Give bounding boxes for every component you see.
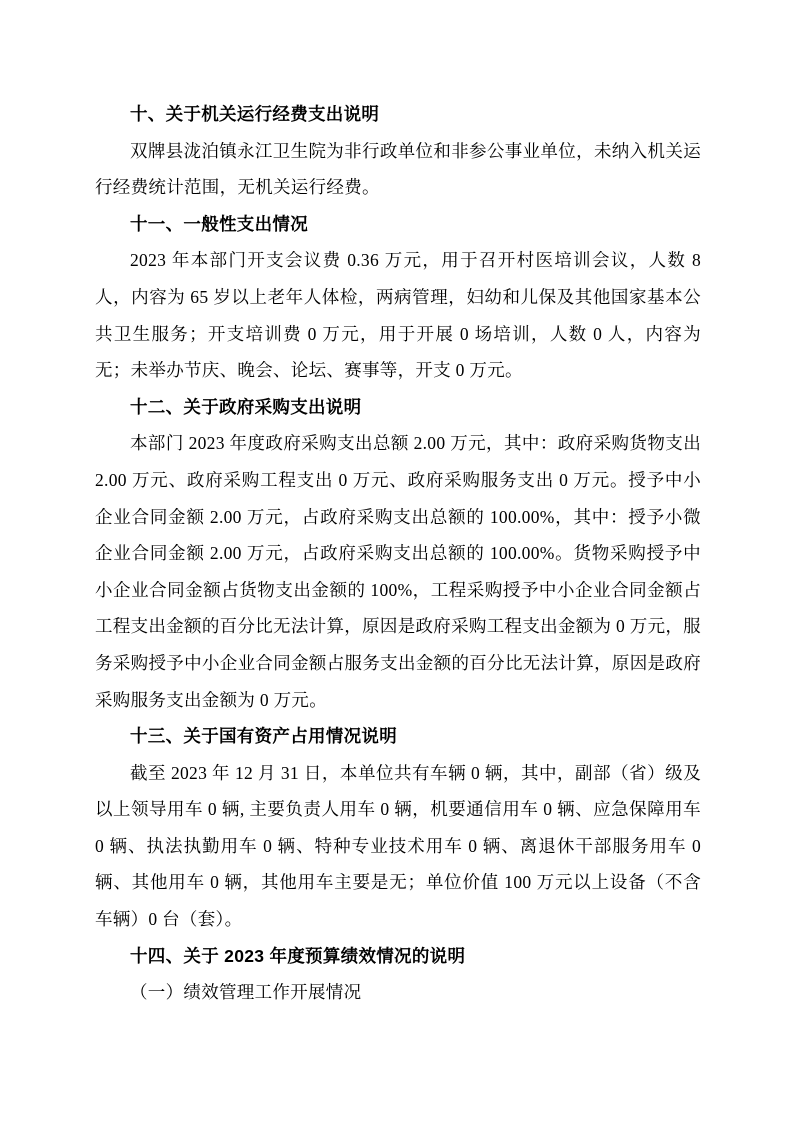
section-heading-14: 十四、关于 2023 年度预算绩效情况的说明 bbox=[130, 945, 466, 966]
section-heading-12: 十二、关于政府采购支出说明 bbox=[130, 396, 362, 417]
section-paragraph-12: 本部门 2023 年度政府采购支出总额 2.00 万元，其中：政府采购货物支出 2.00 万元、政府采购工程支出 0 万元、政府采购服务支出 0 万元。授予中小企业合同金额 2.00 万元，占政府采购支出总额的 100.00%，其中：授予小微企业合同金额 2.00 万元，占政府采购支出总额的 100.00%。货物采购授予中小企业合同金额占货物支出金额的 100%，工程采购授予中小企业合同金额占工程支出金额的百分比无法计算，原因是政府采购工程支出金额为 0 万元，服务采购授予中小企业合同金额占服务支出金额的百分比无法计算，原因是政府采购服务支出金额为 0 万元。 bbox=[95, 433, 701, 710]
section-subheading-14-1: （一）绩效管理工作开展情况 bbox=[130, 982, 362, 1003]
document-content bbox=[95, 96, 701, 1011]
section-paragraph-10: 双牌县泷泊镇永江卫生院为非行政单位和非参公事业单位，未纳入机关运行经费统计范围，无机关运行经费。 bbox=[95, 140, 701, 198]
section-heading-13: 十三、关于国有资产占用情况说明 bbox=[130, 726, 397, 747]
section-paragraph-13: 截至 2023 年 12 月 31 日，本单位共有车辆 0 辆，其中，副部（省）级及以上领导用车 0 辆, 主要负责人用车 0 辆，机要通信用车 0 辆、应急保障用车 0 辆、执法执勤用车 0 辆、特种专业技术用车 0 辆、离退休干部服务用车 0 辆、其他用车 0 辆，其他用车主要是无；单位价值 100 万元以上设备（不含车辆）0 台（套）。 bbox=[95, 762, 701, 930]
section-heading-11: 十一、一般性支出情况 bbox=[130, 213, 308, 234]
section-heading-10: 十、关于机关运行经费支出说明 bbox=[130, 104, 380, 124]
section-paragraph-11: 2023 年本部门开支会议费 0.36 万元，用于召开村医培训会议，人数 8 人，内容为 65 岁以上老年人体检，两病管理，妇幼和儿保及其他国家基本公共卫生服务；开支培训费 0 万元，用于开展 0 场培训，人数 0 人，内容为无；未举办节庆、晚会、论坛、赛事等，开支 0 万元。 bbox=[95, 250, 701, 381]
